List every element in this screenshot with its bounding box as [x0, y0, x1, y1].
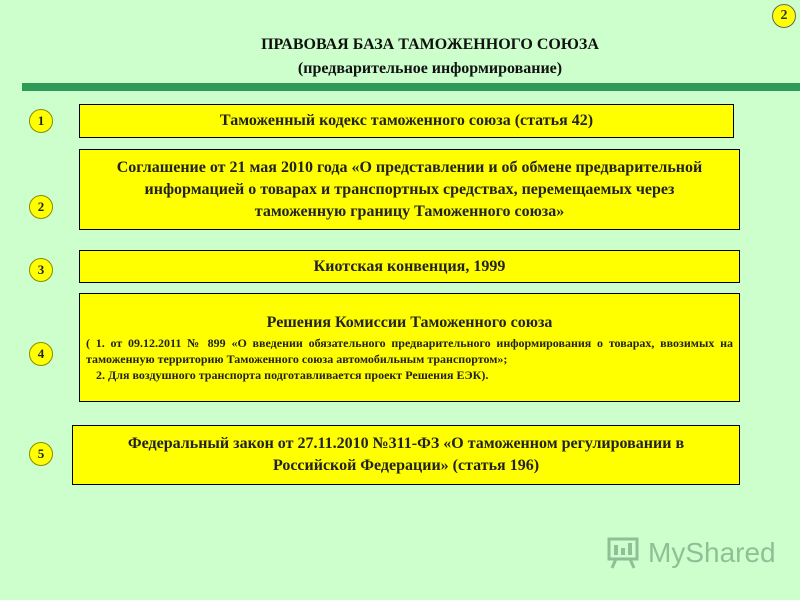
item-subtext-4-1: ( 1. от 09.12.2011 № 899 «О введении обязательного предварительного информирования о товарах, ввозимых на таможенную территорию Таможенного союза автомобильным транспортом»;	[86, 335, 733, 366]
item-box-1	[79, 104, 734, 138]
item-box-5	[72, 425, 740, 485]
item-subtext-4-2: 2. Для воздушного транспорта подготавливается проект Решения ЕЭК).	[96, 367, 489, 382]
item-marker-4: 4	[29, 342, 53, 366]
page-number-badge: 2	[772, 4, 796, 28]
item-marker-5: 5	[29, 442, 53, 466]
slide-title: ПРАВОВАЯ БАЗА ТАМОЖЕННОГО СОЮЗА	[261, 36, 599, 53]
myshared-logo	[606, 535, 776, 571]
presentation-board-icon	[606, 536, 640, 570]
item-marker-1: 1	[29, 109, 53, 133]
title-divider	[22, 83, 800, 91]
item-marker-2: 2	[29, 195, 53, 219]
item-marker-3: 3	[29, 258, 53, 282]
slide-subtitle: (предварительное информирование)	[297, 60, 563, 77]
item-text-3: Киотская конвенция, 1999	[313, 257, 506, 275]
item-text-1: Таможенный кодекс таможенного союза (статья 42)	[219, 112, 594, 129]
item-text-2: Соглашение от 21 мая 2010 года «О представлении и об обмене предварительной информацией о товарах и транспортных средствах, перемещаемых через таможенную границу Таможенного союза»	[116, 158, 703, 220]
watermark-text: MyShared	[648, 537, 776, 568]
item-heading-4: Решения Комиссии Таможенного союза	[266, 313, 553, 331]
item-box-3	[79, 250, 740, 283]
item-box-2	[79, 149, 740, 230]
item-text-5: Федеральный закон от 27.11.2010 №311-ФЗ «О таможенном регулировании в Российской Федерации» (статья 196)	[127, 435, 685, 474]
item-box-4	[79, 293, 740, 402]
